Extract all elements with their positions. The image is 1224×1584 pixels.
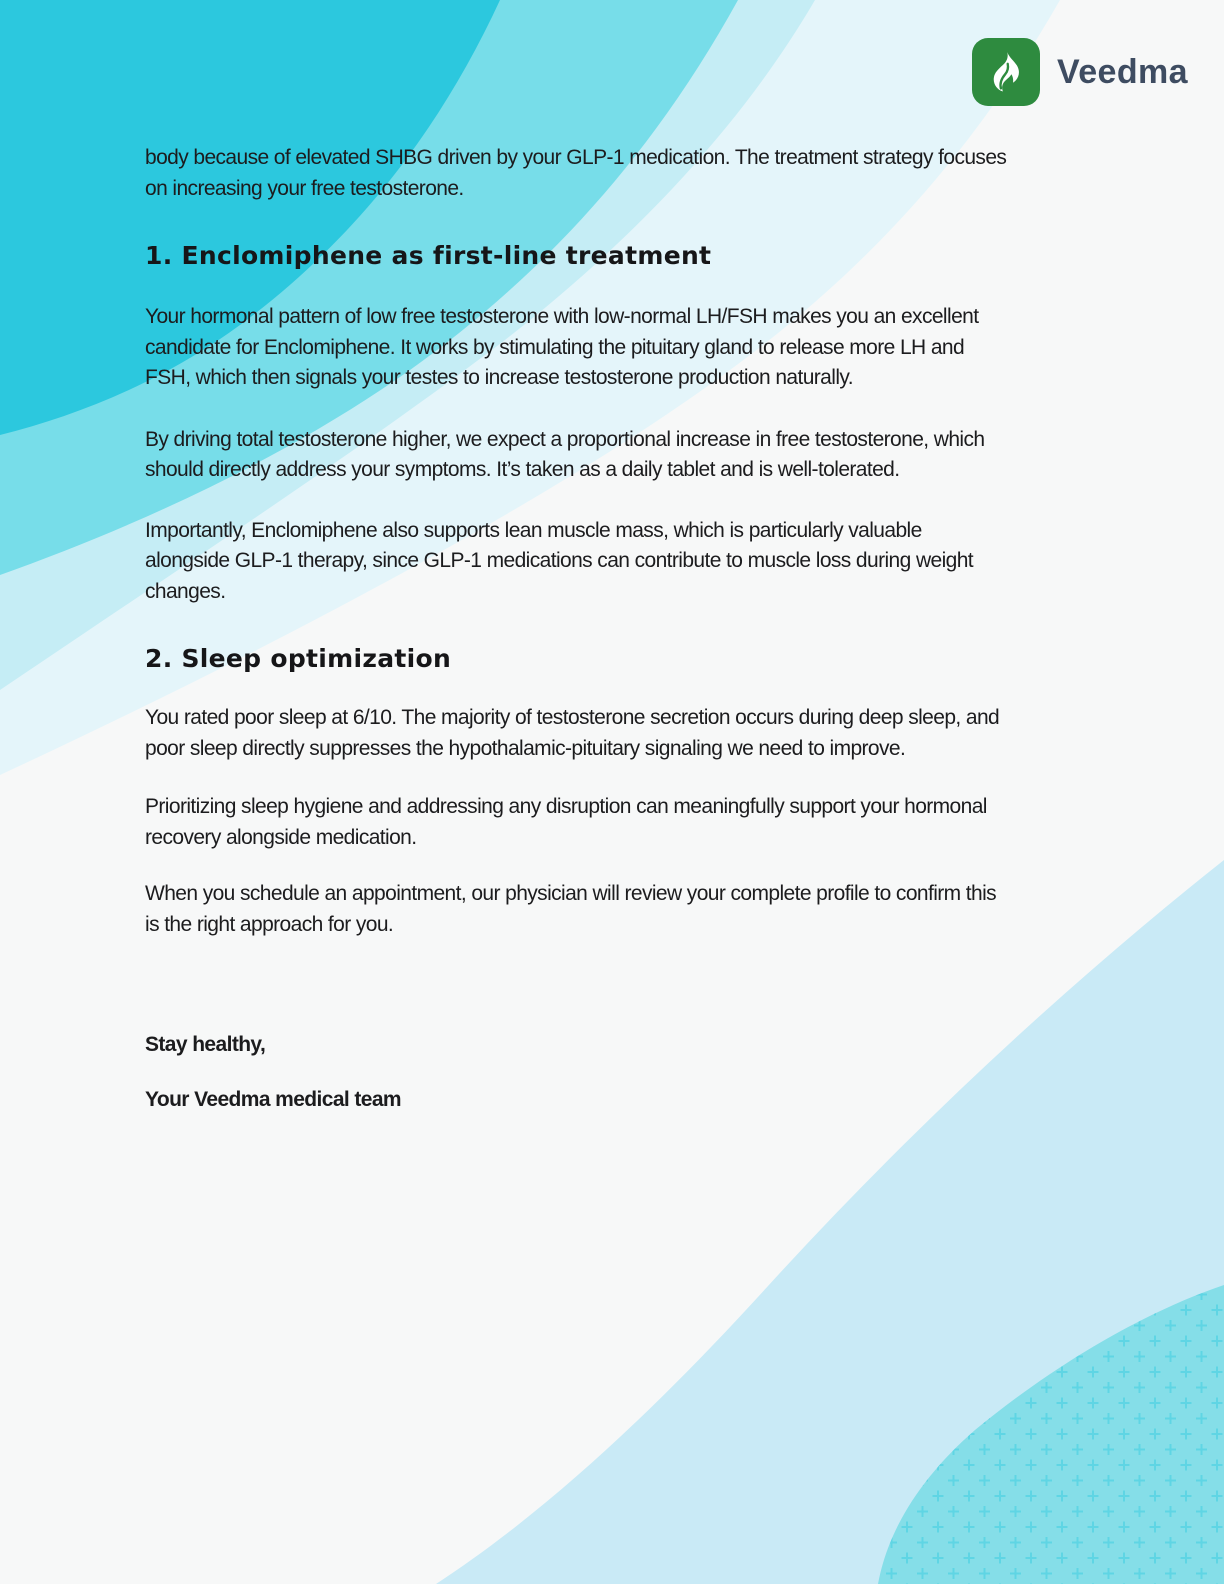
brand-name: Veedma [1057, 53, 1188, 91]
intro-paragraph: body because of elevated SHBG driven by your GLP-1 medication. The treatment strategy focuses on increasing your free testosterone. [145, 146, 1007, 200]
section2-paragraph-1: You rated poor sleep at 6/10. The majority of testosterone secretion occurs during deep sleep, and poor sleep directly suppresses the hypothalamic-pituitary signaling we need to improve. [145, 706, 1000, 760]
logo-badge [972, 38, 1040, 106]
section1-paragraph-2: By driving total testosterone higher, we expect a proportional increase in free testosterone, which should directly address your symptoms. It’s taken as a daily tablet and is well-tolerated. [145, 427, 985, 481]
section2-paragraph-2: Prioritizing sleep hygiene and addressing any disruption can meaningfully support your hormonal recovery alongside medication. [145, 795, 987, 849]
flame-icon [981, 47, 1031, 97]
section2-paragraph-3: When you schedule an appointment, our physician will review your complete profile to confirm this is the right approach for you. [145, 882, 997, 936]
brand-logo [972, 38, 1188, 106]
section1-paragraph-3: Importantly, Enclomiphene also supports lean muscle mass, which is particularly valuable alongside GLP-1 therapy, since GLP-1 medications can contribute to muscle loss during weight changes. [145, 518, 974, 603]
signoff-team: Your Veedma medical team [145, 1087, 401, 1111]
signoff-closing: Stay healthy, [145, 1033, 266, 1056]
section1-paragraph-1: Your hormonal pattern of low free testosterone with low-normal LH/FSH makes you an excellent candidate for Enclomiphene. It works by stimulating the pituitary gland to release more LH and FSH, which then signals your testes to increase testosterone production naturally. [145, 305, 979, 389]
section-heading-2: 2. Sleep optimization [145, 644, 452, 673]
letter-body [145, 143, 1155, 1115]
section-heading-1: 1. Enclomiphene as first-line treatment [145, 241, 712, 270]
